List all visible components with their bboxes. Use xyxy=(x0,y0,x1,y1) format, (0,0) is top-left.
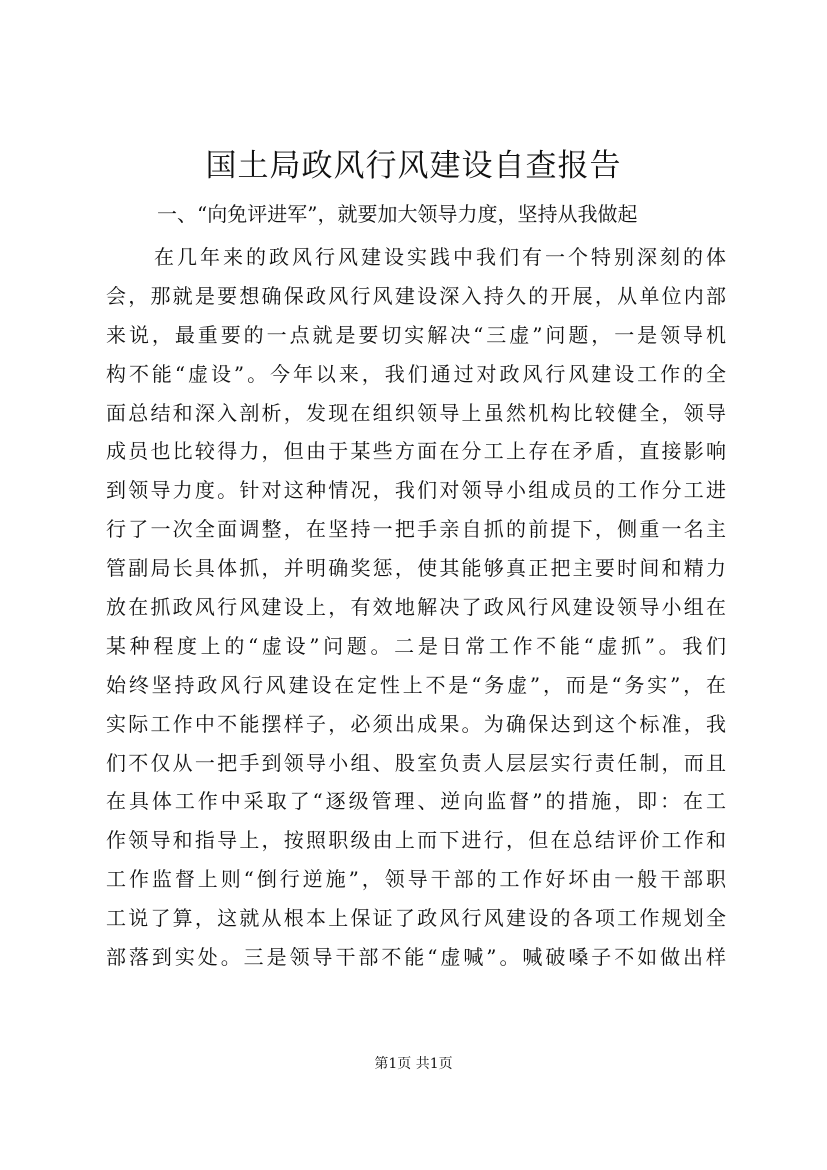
paragraph-line: 成员也比较得力，但由于某些方面在分工上存在矛盾，直接影响 xyxy=(106,439,726,464)
paragraph-line: 到领导力度。针对这种情况，我们对领导小组成员的工作分工进 xyxy=(106,478,726,503)
paragraph-line: 工说了算，这就从根本上保证了政风行风建设的各项工作规划全 xyxy=(106,906,726,931)
paragraph-line: 管副局长具体抓，并明确奖惩，使其能够真正把主要时间和精力 xyxy=(106,556,726,581)
paragraph-line: 部落到实处。三是领导干部不能“虚喊”。喊破嗓子不如做出样 xyxy=(106,945,726,970)
paragraph-line: 始终坚持政风行风建设在定性上不是“务虚”，而是“务实”，在 xyxy=(106,672,726,697)
paragraph-line: 面总结和深入剖析，发现在组织领导上虽然机构比较健全，领导 xyxy=(106,400,726,425)
paragraph-line: 构不能“虚设”。今年以来，我们通过对政风行风建设工作的全 xyxy=(106,361,726,386)
page-title: 国土局政风行风建设自查报告 xyxy=(205,148,622,184)
paragraph-line: 在几年来的政风行风建设实践中我们有一个特别深刻的体 xyxy=(154,245,726,269)
page-footer: 第1页 共1页 xyxy=(374,1056,453,1072)
paragraph-line: 会，那就是要想确保政风行风建设深入持久的开展，从单位内部 xyxy=(106,283,726,308)
paragraph-line: 实际工作中不能摆样子，必须出成果。为确保达到这个标准，我 xyxy=(106,711,726,736)
paragraph-line: 行了一次全面调整，在坚持一把手亲自抓的前提下，侧重一名主 xyxy=(106,517,726,542)
paragraph-line: 工作监督上则“倒行逆施”，领导干部的工作好坏由一般干部职 xyxy=(106,867,726,892)
body-paragraph xyxy=(106,238,726,977)
paragraph-line: 在具体工作中采取了“逐级管理、逆向监督”的措施，即：在工 xyxy=(106,789,726,814)
paragraph-line: 作领导和指导上，按照职级由上而下进行，但在总结评价工作和 xyxy=(106,828,726,853)
paragraph-line: 来说，最重要的一点就是要切实解决“三虚”问题，一是领导机 xyxy=(106,322,726,347)
paragraph-line: 们不仅从一把手到领导小组、股室负责人层层实行责任制，而且 xyxy=(106,750,726,775)
section-heading: 一、“向免评进军”，就要加大领导力度，坚持从我做起 xyxy=(157,202,638,226)
paragraph-line: 放在抓政风行风建设上，有效地解决了政风行风建设领导小组在 xyxy=(106,595,726,620)
paragraph-line: 某种程度上的“虚设”问题。二是日常工作不能“虚抓”。我们 xyxy=(106,633,726,658)
